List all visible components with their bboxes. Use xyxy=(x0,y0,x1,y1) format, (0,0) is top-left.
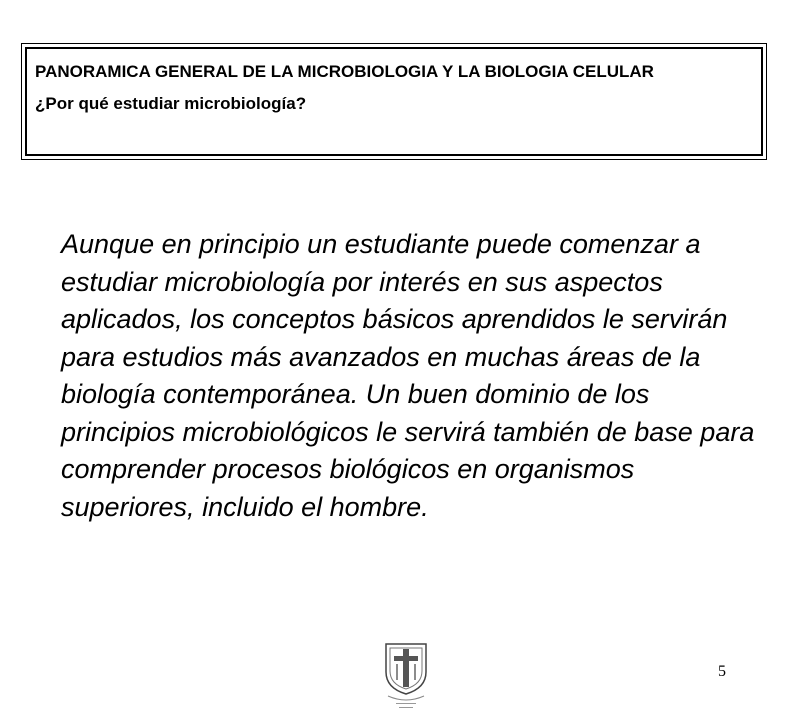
slide-subtitle: ¿Por qué estudiar microbiología? xyxy=(35,94,307,113)
university-logo-icon xyxy=(380,640,432,712)
page-number: 5 xyxy=(718,663,726,680)
title-box xyxy=(21,43,767,160)
title-box-inner xyxy=(25,47,763,156)
body-paragraph: Aunque en principio un estudiante puede comenzar a estudiar microbiología por interés en sus aspectos aplicados, los conceptos básicos aprendidos le servirán para estudios más avanzados en muchas áreas de la biología contemporánea. Un buen dominio de los principios microbiológicos le servirá también de base para comprender procesos biológicos en organismos superiores, incluido el hombre. xyxy=(61,229,755,522)
slide-title: PANORAMICA GENERAL DE LA MICROBIOLOGIA Y LA BIOLOGIA CELULAR xyxy=(35,62,654,81)
